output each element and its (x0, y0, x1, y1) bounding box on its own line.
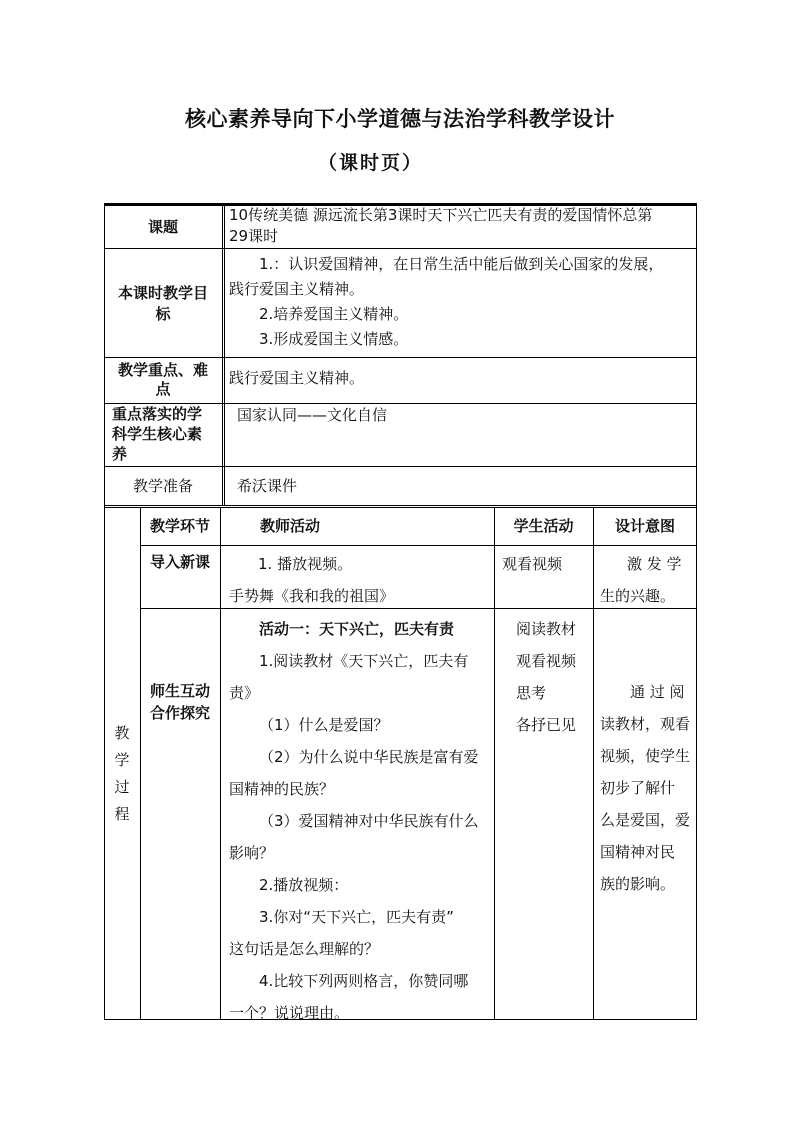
process-side-char: 程 (114, 805, 130, 823)
intent-line: 族的影响。 (600, 875, 676, 893)
stage-column-divider (220, 507, 221, 1020)
intent-line: 初步了解什 (600, 779, 676, 797)
intent-line: 么是爱国，爱 (600, 811, 691, 829)
document-subtitle: （课时页） (318, 152, 424, 174)
intent-line: 生的兴趣。 (600, 587, 676, 605)
objective-item: 2.培养爱国主义精神。 (259, 305, 409, 323)
process-side-char: 教 (114, 724, 130, 742)
core-literacy-label (112, 404, 222, 464)
stage-intro-label (140, 552, 220, 573)
student-line: 观看视频 (502, 555, 563, 573)
student-line: 各抒已见 (516, 716, 577, 734)
process-side-char: 学 (114, 751, 130, 769)
topic-value (229, 205, 693, 247)
key-points-label-line: 教学重点、难 (117, 361, 208, 379)
objectives-label (104, 283, 222, 325)
teacher-line: 责》 (229, 684, 260, 702)
row-divider (104, 505, 697, 508)
objective-item: 1.：认识爱国精神，在日常生活中能后做到关心国家的发展， (259, 255, 664, 273)
teacher-line: （3）爱国精神对中华民族有什么 (259, 812, 479, 830)
header-stage: 教学环节 (149, 517, 210, 535)
teacher-line: 一个？说说理由。 (229, 1004, 350, 1022)
student-line: 观看视频 (516, 652, 577, 670)
teacher-line: 1.阅读教材《天下兴亡，匹夫有 (259, 652, 469, 670)
objectives-label-line: 标 (155, 305, 171, 323)
teacher-line: 1. 播放视频。 (258, 555, 353, 573)
intent-line: 国精神对民 (600, 843, 676, 861)
stage-intro-intent (600, 548, 693, 612)
teacher-line: 手势舞《我和我的祖国》 (229, 587, 395, 605)
topic-line: 10传统美德 源远流长第3课时天下兴亡匹夫有责的爱国情怀总第 (229, 206, 653, 224)
stage-intro-teacher (229, 548, 490, 612)
student-line: 阅读教材 (516, 620, 577, 638)
row-divider (140, 545, 697, 546)
intent-line: 视频，使学生 (600, 747, 691, 765)
row-divider (104, 466, 697, 467)
teacher-line: 3.你对“天下兴亡，匹夫有责” (259, 908, 454, 926)
side-column-divider (140, 507, 141, 1020)
stage-explore-student (516, 613, 592, 741)
objectives-label-line: 本课时教学目 (117, 284, 208, 302)
preparation-value: 希沃课件 (237, 477, 298, 495)
preparation-label: 教学准备 (132, 477, 193, 495)
objective-item: 3.形成爱国主义情感。 (259, 330, 409, 348)
teacher-line: 影响？ (229, 844, 275, 862)
objectives-list (229, 252, 693, 352)
teacher-line: （1）什么是爱国？ (259, 716, 389, 734)
teacher-line: （2）为什么说中华民族是富有爱 (259, 748, 479, 766)
core-literacy-value: 国家认同——文化自信 (237, 406, 388, 424)
stage-label-line: 导入新课 (149, 553, 210, 571)
teacher-line: 2.播放视频： (259, 876, 349, 894)
key-points-label (104, 361, 222, 399)
core-literacy-label-line: 养 (112, 445, 128, 463)
header-intent: 设计意图 (614, 517, 675, 535)
process-side-label (104, 720, 140, 828)
label-column-divider (222, 204, 225, 505)
stage-explore-teacher (229, 613, 493, 1029)
intent-line: 读教材，观看 (600, 715, 691, 733)
stage-intro-student (502, 548, 592, 580)
activity-heading: 活动一：天下兴亡，匹夫有责 (259, 620, 455, 638)
header-student: 学生活动 (513, 517, 574, 535)
topic-label: 课题 (147, 218, 178, 236)
stage-label-line: 合作探究 (149, 704, 210, 722)
objective-item: 践行爱国主义精神。 (229, 280, 365, 298)
process-side-char: 过 (114, 778, 130, 796)
document-title: 核心素养导向下小学道德与法治学科教学设计 (185, 107, 615, 131)
core-literacy-label-line: 科学生核心素 (112, 425, 203, 443)
intent-line: 通 过 阅 (630, 683, 685, 701)
key-points-label-line: 点 (155, 380, 171, 398)
intent-line: 激 发 学 (627, 555, 682, 573)
stage-explore-label (140, 680, 220, 724)
teacher-line: 这句话是怎么理解的？ (229, 940, 380, 958)
key-points-value: 践行爱国主义精神。 (229, 369, 365, 387)
topic-line: 29课时 (229, 227, 279, 245)
core-literacy-label-line: 重点落实的学 (112, 405, 203, 423)
student-line: 思考 (516, 684, 547, 702)
stage-explore-intent (600, 676, 693, 900)
teacher-line: 国精神的民族？ (229, 780, 335, 798)
teacher-line: 4.比较下列两则格言，你赞同哪 (259, 972, 469, 990)
row-divider (104, 248, 697, 249)
student-column-divider (593, 507, 594, 1020)
stage-label-line: 师生互动 (149, 682, 210, 700)
row-divider (104, 357, 697, 358)
header-teacher: 教师活动 (260, 517, 321, 535)
teacher-column-divider (494, 507, 495, 1020)
